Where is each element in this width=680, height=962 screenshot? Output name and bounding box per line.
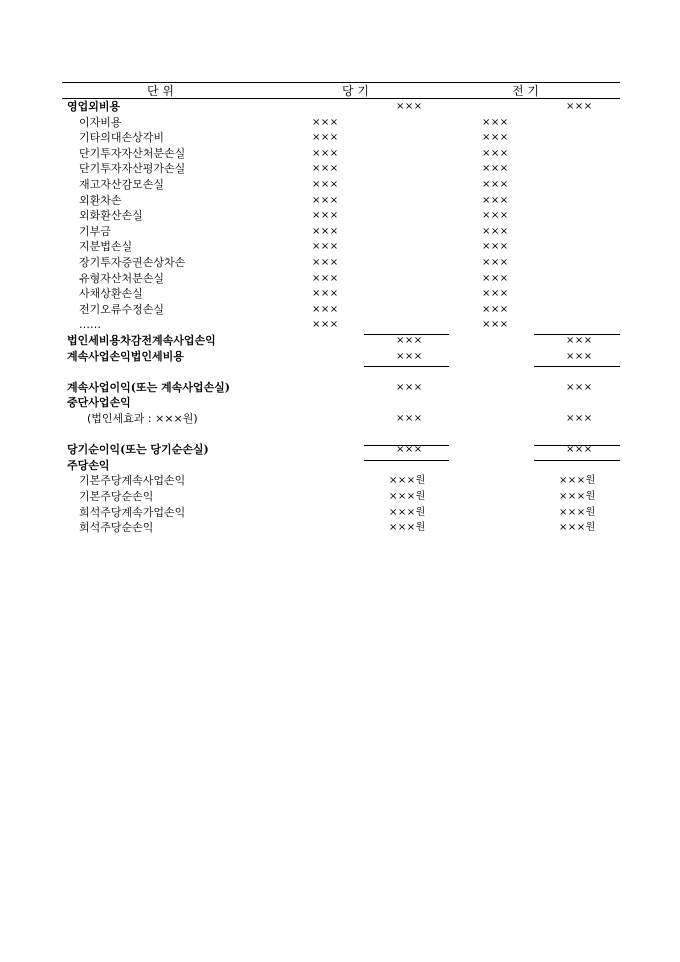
row-label: 계속사업손익법인세비용 — [67, 349, 184, 363]
table-row — [0, 161, 680, 176]
row-label: (법인세효과 : ×××원) — [87, 412, 198, 425]
table-row — [0, 255, 680, 270]
previous-net-top-rule — [534, 445, 620, 446]
previous-total-value: ×××원 — [559, 522, 596, 534]
table-row — [0, 333, 680, 348]
table-row — [0, 505, 680, 520]
table-header — [0, 84, 680, 99]
previous-total-value: ××× — [566, 381, 593, 393]
row-label: 중단사업손익 — [67, 396, 131, 410]
table-row — [0, 208, 680, 223]
row-label: 계속사업이익(또는 계속사업손실) — [67, 380, 231, 394]
previous-subitem-value: ××× — [482, 210, 509, 222]
current-total-value: ××× — [396, 350, 423, 362]
current-subitem-value: ××× — [312, 225, 339, 237]
row-label: 외화환산손실 — [79, 209, 143, 223]
current-subitem-value: ××× — [312, 257, 339, 268]
table-row — [0, 395, 680, 410]
previous-subitem-value: ××× — [482, 132, 509, 144]
current-total-value: ××× — [396, 101, 423, 112]
table-row — [0, 489, 680, 504]
row-label: 희석주당순손익 — [79, 521, 154, 535]
table-row — [0, 520, 680, 535]
previous-subitem-value: ××× — [482, 225, 509, 237]
previous-total-value: ××× — [566, 101, 593, 112]
current-subitem-value: ××× — [312, 272, 339, 284]
table-row — [0, 427, 680, 442]
row-label: 당기순이익(또는 당기순손실) — [67, 443, 209, 457]
previous-subitem-value: ××× — [482, 116, 509, 128]
current-subitem-value: ××× — [312, 210, 339, 222]
current-total-value: ××× — [396, 335, 423, 346]
previous-total-value: ×××원 — [559, 491, 596, 502]
previous-subtotal-rule — [534, 334, 620, 335]
row-label: 재고자산감모손실 — [79, 178, 165, 191]
table-row — [0, 146, 680, 161]
row-label: 장기투자증권손상차손 — [79, 256, 186, 269]
table-row — [0, 411, 680, 426]
current-total-value: ×××원 — [389, 491, 426, 502]
current-subitem-value: ××× — [312, 303, 339, 315]
previous-subitem-value: ××× — [482, 241, 509, 253]
previous-subitem-value: ××× — [482, 257, 509, 268]
previous-subitem-value: ××× — [482, 288, 509, 300]
header-previous-period: 전 기 — [512, 84, 539, 98]
row-label: 기부금 — [79, 224, 111, 238]
table-row — [0, 115, 680, 130]
row-label: 희석주당계속가업손익 — [79, 505, 186, 519]
previous-total-value: ××× — [566, 413, 593, 424]
current-total-value: ××× — [396, 413, 423, 424]
current-subitem-value: ××× — [312, 194, 339, 206]
row-label: 지분법손실 — [79, 240, 133, 254]
row-label: 주당손익 — [67, 458, 110, 472]
table-row — [0, 177, 680, 192]
previous-subitem-value: ××× — [482, 179, 509, 190]
table-row — [0, 271, 680, 286]
table-row — [0, 302, 680, 317]
current-total-value: ××× — [396, 381, 423, 393]
current-subitem-value: ××× — [312, 288, 339, 300]
previous-subitem-value: ××× — [482, 319, 509, 331]
current-subitem-value: ××× — [312, 179, 339, 190]
header-unit: 단 위 — [147, 84, 174, 98]
current-total-value: ×××원 — [389, 522, 426, 534]
table-row — [0, 380, 680, 395]
row-label: 기본주당계속사업손익 — [79, 474, 186, 488]
previous-tax-rule — [534, 366, 620, 367]
row-label: 이자비용 — [79, 115, 122, 129]
row-label: 법인세비용차감전계속사업손익 — [67, 334, 216, 347]
current-subitem-value: ××× — [312, 163, 339, 175]
table-top-rule — [62, 82, 620, 83]
current-net-top-rule — [364, 445, 449, 446]
previous-total-value: ××× — [566, 444, 593, 456]
current-subtotal-rule — [364, 334, 449, 335]
row-label: 기본주당순손익 — [79, 490, 154, 503]
previous-net-bottom-rule — [534, 460, 620, 461]
previous-subitem-value: ××× — [482, 194, 509, 206]
previous-total-value: ××× — [566, 350, 593, 362]
table-row — [0, 286, 680, 301]
table-row — [0, 239, 680, 254]
row-label: 기타의대손상각비 — [79, 131, 165, 145]
header-current-period: 당 기 — [342, 84, 369, 98]
previous-total-value: ×××원 — [559, 475, 596, 487]
previous-subitem-value: ××× — [482, 272, 509, 284]
table-row — [0, 473, 680, 488]
current-net-bottom-rule — [364, 460, 449, 461]
previous-subitem-value: ××× — [482, 303, 509, 315]
row-label: 유형자산처분손실 — [79, 271, 165, 285]
table-row — [0, 193, 680, 208]
previous-subitem-value: ××× — [482, 163, 509, 175]
table-row — [0, 349, 680, 364]
table-row — [0, 317, 680, 332]
current-subitem-value: ××× — [312, 241, 339, 253]
previous-subitem-value: ××× — [482, 147, 509, 159]
current-subitem-value: ××× — [312, 319, 339, 331]
row-label: 영업외비용 — [67, 100, 121, 113]
previous-total-value: ××× — [566, 335, 593, 346]
current-subitem-value: ××× — [312, 116, 339, 128]
table-row — [0, 130, 680, 145]
table-row — [0, 99, 680, 114]
row-label: 사채상환손실 — [79, 287, 143, 301]
current-total-value: ×××원 — [389, 475, 426, 487]
current-total-value: ××× — [396, 444, 423, 456]
row-label: 단기투자자산평가손실 — [79, 162, 186, 176]
row-label: 단기투자자산처분손실 — [79, 146, 186, 160]
table-row — [0, 224, 680, 239]
current-subitem-value: ××× — [312, 147, 339, 159]
current-subitem-value: ××× — [312, 132, 339, 144]
previous-total-value: ×××원 — [559, 506, 596, 518]
current-tax-rule — [364, 366, 449, 367]
row-label: …… — [79, 318, 101, 332]
current-total-value: ×××원 — [389, 506, 426, 518]
row-label: 전기오류수정손실 — [79, 302, 165, 316]
row-label: 외환차손 — [79, 193, 122, 207]
